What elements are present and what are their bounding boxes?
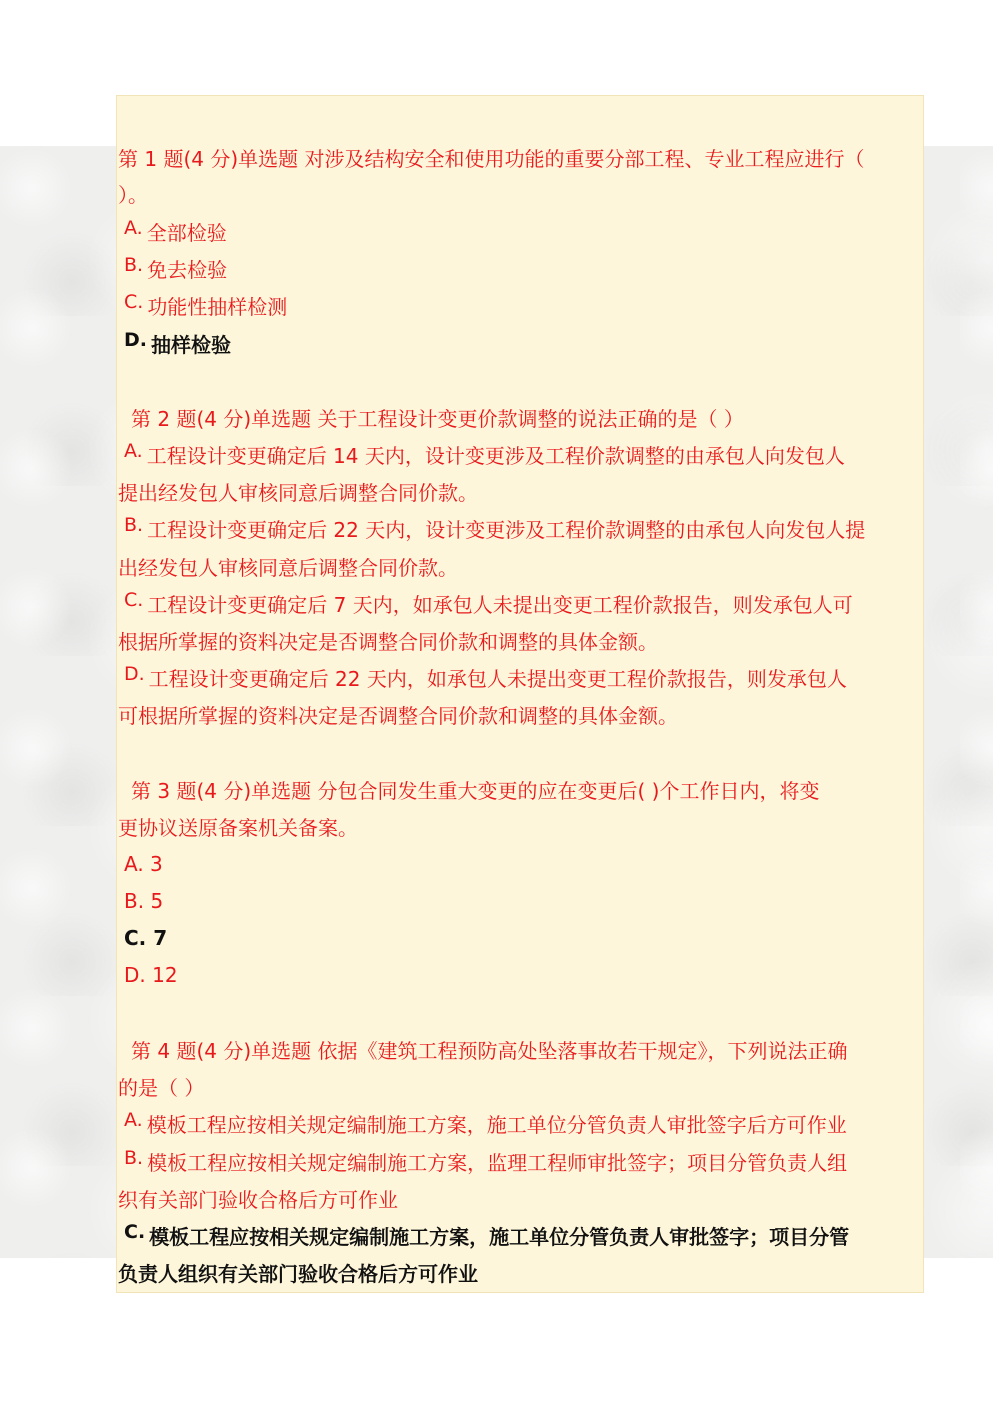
option-letter: B.: [124, 1147, 144, 1169]
question-2-option-c-cont: 根据所掌握的资料决定是否调整合同价款和调整的具体金额。: [118, 630, 658, 654]
question-2-option-a[interactable]: [124, 441, 845, 472]
question-1-header-cont: ）。: [118, 183, 148, 207]
question-2-option-b-cont: 出经发包人审核同意后调整合同价款。: [118, 556, 458, 580]
option-text: 全部检验: [146, 221, 227, 245]
option-letter: D.: [124, 329, 147, 351]
option-text: 工程设计变更确定后 22 天内，如承包人未提出变更工程价款报告，则发承包人: [148, 667, 847, 691]
option-letter: D.: [124, 963, 146, 987]
option-text: 工程设计变更确定后 22 天内，设计变更涉及工程价款调整的由承包人向发包人提: [147, 518, 866, 542]
question-4-header: 第 4 题(4 分)单选题 依据《建筑工程预防高处坠落事故若干规定》，下列说法正确: [131, 1039, 848, 1063]
option-letter: D.: [124, 663, 145, 685]
question-3-option-d[interactable]: [124, 960, 178, 990]
question-2-option-d[interactable]: [124, 664, 847, 695]
question-4-option-c-correct[interactable]: [124, 1222, 849, 1253]
question-1-option-d-correct[interactable]: [124, 330, 231, 361]
option-text: 工程设计变更确定后 14 天内，设计变更涉及工程价款调整的由承包人向发包人: [146, 444, 845, 468]
option-letter: B.: [124, 889, 145, 913]
option-text: 功能性抽样检测: [147, 295, 288, 319]
question-1-option-a[interactable]: [124, 218, 227, 249]
option-letter: A.: [124, 217, 143, 239]
question-3-header-cont: 更协议送原备案机关备案。: [118, 816, 358, 840]
option-letter: C.: [124, 926, 147, 950]
question-4-option-b[interactable]: [124, 1148, 847, 1179]
option-letter: C.: [124, 1221, 146, 1243]
question-1-header: 第 1 题(4 分)单选题 对涉及结构安全和使用功能的重要分部工程、专业工程应进行（: [118, 147, 865, 171]
option-text: 3: [150, 852, 163, 876]
question-3-option-c-correct[interactable]: [124, 923, 167, 953]
question-3-header: 第 3 题(4 分)单选题 分包合同发生重大变更的应在变更后( )个工作日内，将变: [131, 779, 820, 803]
option-text: 模板工程应按相关规定编制施工方案，施工单位分管负责人审批签字；项目分管: [149, 1225, 850, 1249]
option-letter: A.: [124, 440, 143, 462]
question-4-option-a[interactable]: [124, 1110, 847, 1141]
option-letter: A.: [124, 1109, 143, 1131]
option-text: 工程设计变更确定后 7 天内，如承包人未提出变更工程价款报告，则发承包人可: [147, 593, 853, 617]
option-text: 免去检验: [147, 258, 228, 282]
option-text: 模板工程应按相关规定编制施工方案，施工单位分管负责人审批签字后方可作业: [146, 1113, 847, 1137]
option-text: 7: [153, 926, 168, 950]
question-3-option-a[interactable]: [124, 849, 163, 879]
option-text: 12: [152, 963, 178, 987]
option-letter: B.: [124, 514, 144, 536]
question-1-option-b[interactable]: [124, 255, 227, 286]
option-letter: B.: [124, 254, 144, 276]
option-letter: C.: [124, 589, 144, 611]
option-text: 抽样检验: [151, 333, 231, 357]
question-4-option-c-cont: 负责人组织有关部门验收合格后方可作业: [118, 1262, 478, 1286]
question-2-option-b[interactable]: [124, 515, 865, 546]
question-2-option-d-cont: 可根据所掌握的资料决定是否调整合同价款和调整的具体金额。: [118, 704, 678, 728]
option-text: 5: [150, 889, 164, 913]
option-letter: C.: [124, 291, 144, 313]
question-2-option-c[interactable]: [124, 590, 853, 621]
option-letter: A.: [124, 852, 144, 876]
question-2-header: 第 2 题(4 分)单选题 关于工程设计变更价款调整的说法正确的是（ ）: [131, 407, 744, 431]
question-4-option-b-cont: 织有关部门验收合格后方可作业: [118, 1188, 398, 1212]
question-1-option-c[interactable]: [124, 292, 287, 323]
question-2-option-a-cont: 提出经发包人审核同意后调整合同价款。: [118, 481, 478, 505]
question-4-header-cont: 的是（ ）: [118, 1076, 205, 1100]
option-text: 模板工程应按相关规定编制施工方案，监理工程师审批签字；项目分管负责人组: [147, 1151, 848, 1175]
question-3-option-b[interactable]: [124, 886, 163, 916]
